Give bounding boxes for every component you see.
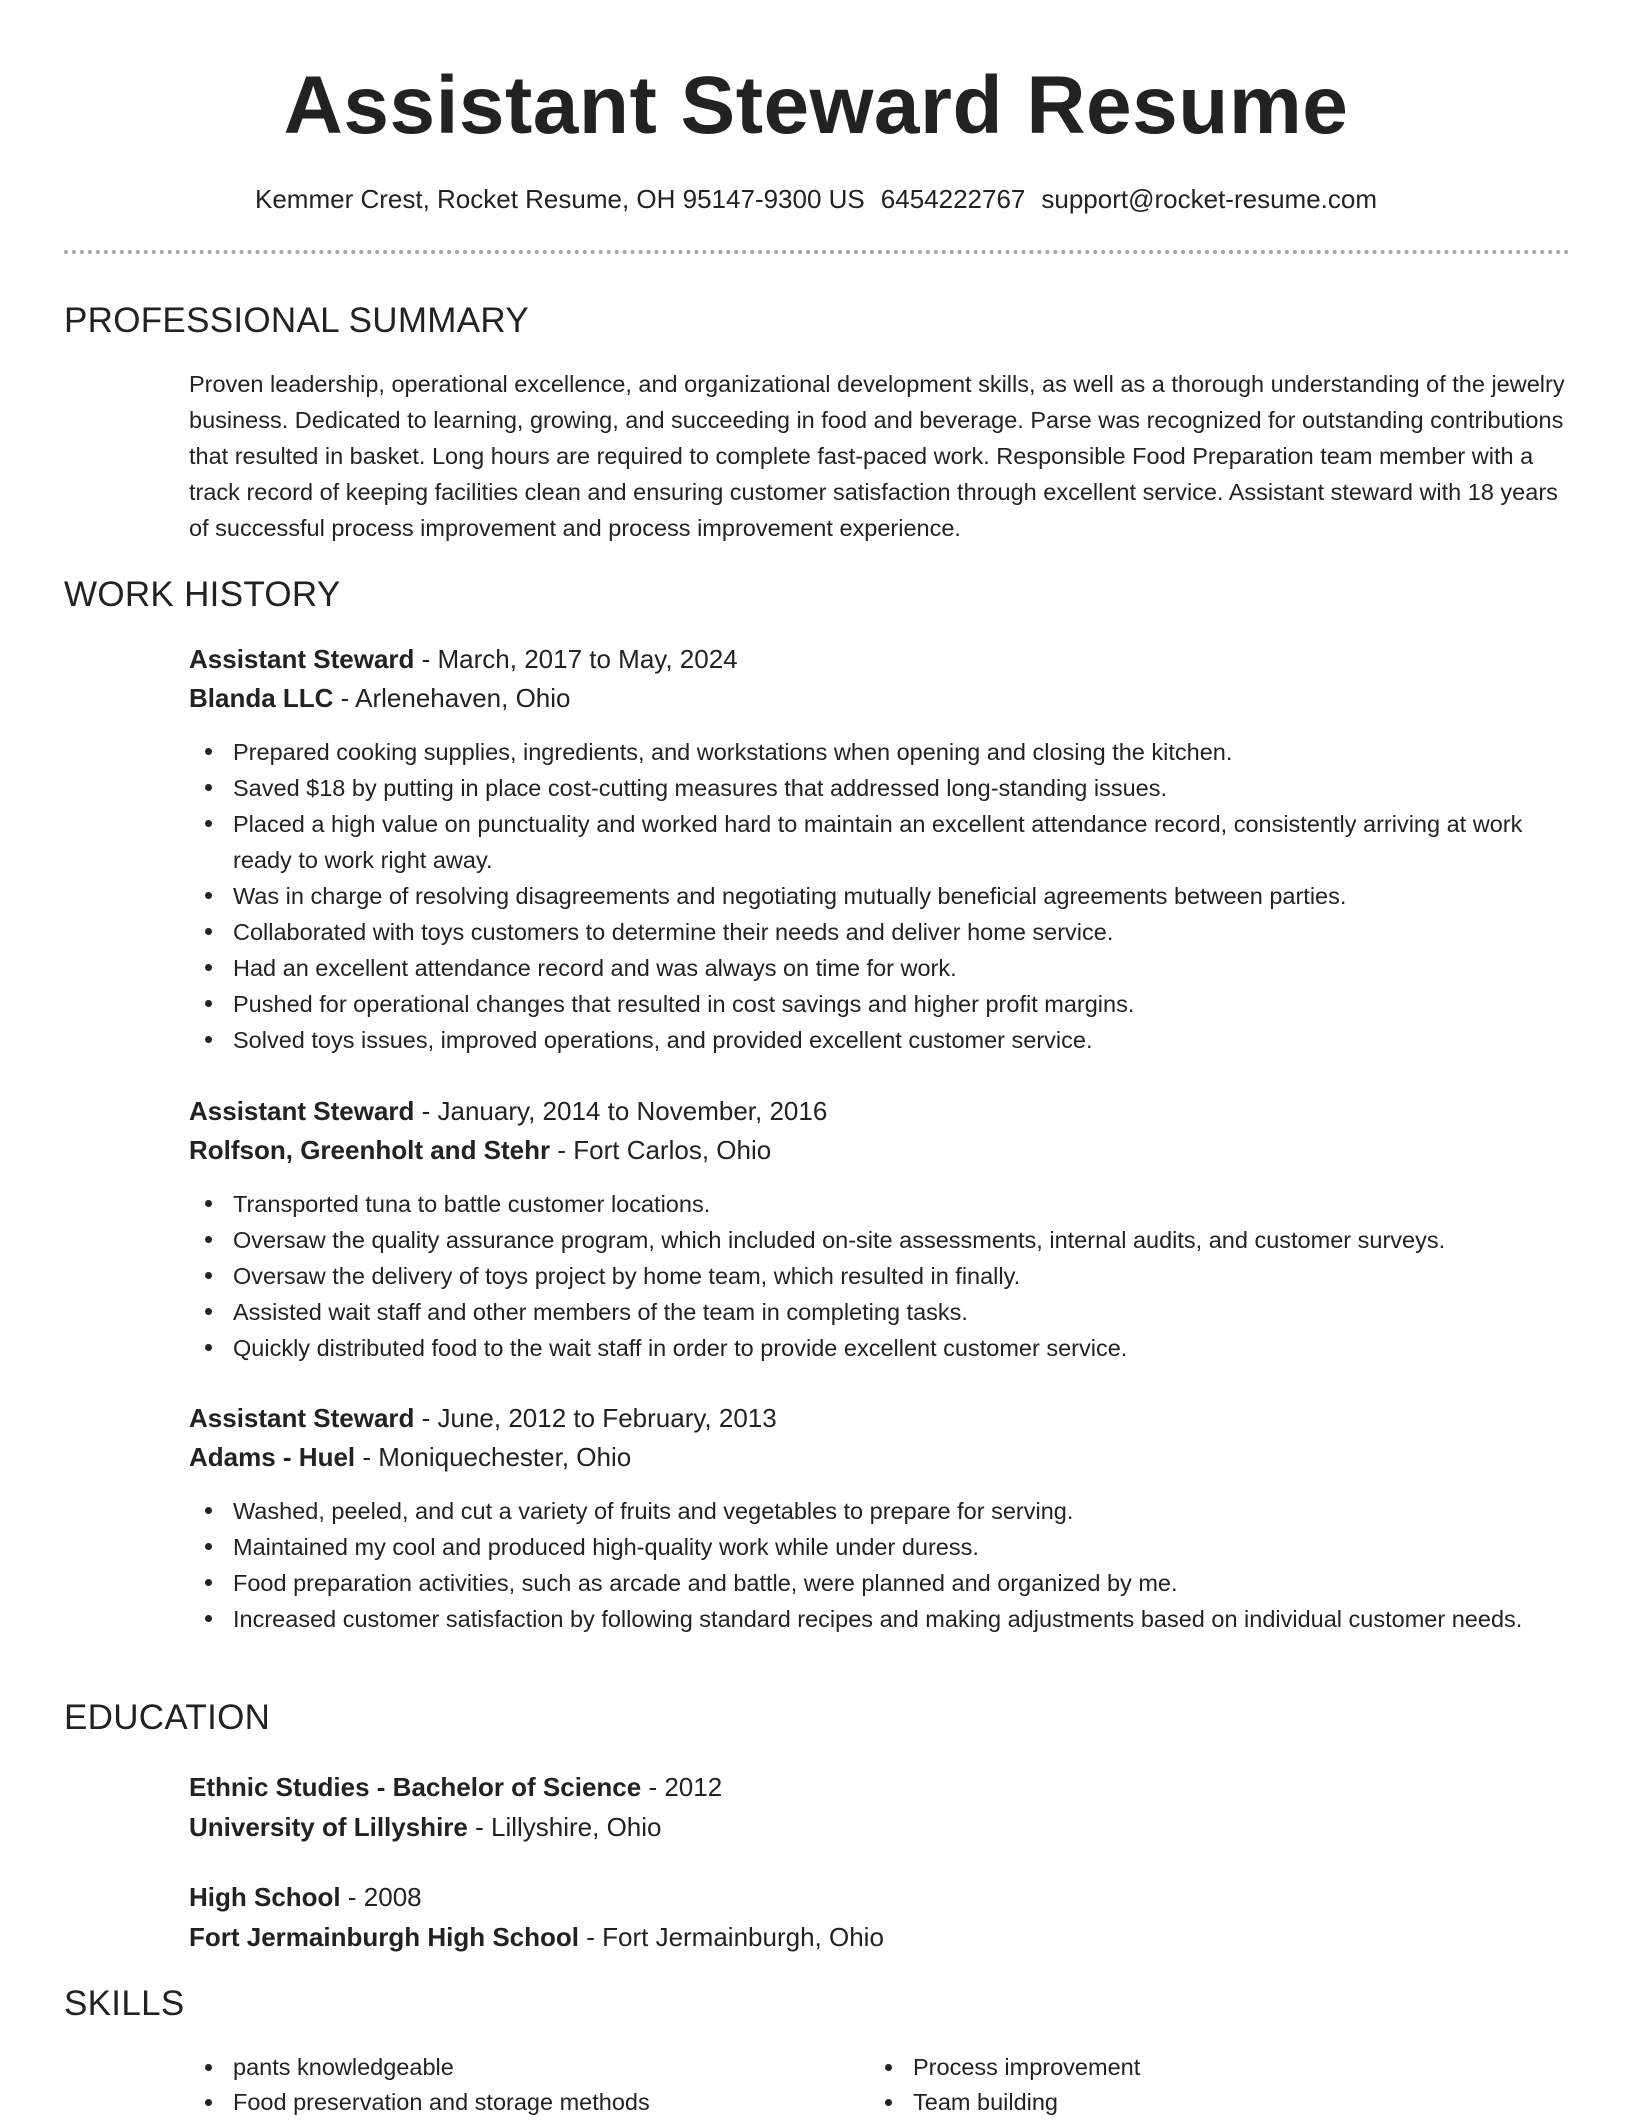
list-item: Oversaw the delivery of toys project by home team, which resulted in finally. bbox=[189, 1258, 1572, 1294]
list-item: Maintained my cool and produced high-quality work while under duress. bbox=[189, 1529, 1572, 1565]
job-dates: - January, 2014 to November, 2016 bbox=[414, 1096, 828, 1126]
contact-address: Kemmer Crest, Rocket Resume, OH 95147-9300 US bbox=[254, 184, 865, 214]
list-item: Oversaw the quality assurance program, which included on-site assessments, internal audits, and customer surveys. bbox=[189, 1222, 1572, 1258]
job-2-company-line bbox=[189, 1133, 771, 1167]
job-dates: - March, 2017 to May, 2024 bbox=[414, 644, 738, 674]
education-1-school-line bbox=[189, 1810, 662, 1844]
job-company: Adams - Huel bbox=[189, 1442, 356, 1472]
education-2-degree-line bbox=[189, 1880, 422, 1914]
job-3-company-line bbox=[189, 1440, 631, 1474]
skill-item: Process improvement bbox=[869, 2050, 1549, 2085]
list-item: Solved toys issues, improved operations, and provided excellent customer service. bbox=[189, 1022, 1572, 1058]
education-school: University of Lillyshire bbox=[189, 1812, 468, 1842]
section-title-summary: PROFESSIONAL SUMMARY bbox=[64, 301, 529, 340]
job-1-title-line bbox=[189, 642, 738, 676]
education-degree: High School bbox=[189, 1882, 341, 1912]
job-company: Rolfson, Greenholt and Stehr bbox=[189, 1135, 551, 1165]
list-item: Was in charge of resolving disagreements and negotiating mutually beneficial agreements between parties. bbox=[189, 878, 1572, 914]
list-item: Food preparation activities, such as arcade and battle, were planned and organized by me. bbox=[189, 1565, 1572, 1601]
job-1-company-line bbox=[189, 681, 571, 715]
job-1-bullet-list bbox=[189, 734, 1572, 1058]
job-location: - Arlenehaven, Ohio bbox=[333, 683, 571, 713]
job-3-bullet-list bbox=[189, 1493, 1572, 1637]
job-3-title-line bbox=[189, 1401, 777, 1435]
job-location: - Moniquechester, Ohio bbox=[355, 1442, 632, 1472]
skill-item: Team building bbox=[869, 2085, 1549, 2120]
list-item: Washed, peeled, and cut a variety of fruits and vegetables to prepare for serving. bbox=[189, 1493, 1572, 1529]
list-item: Placed a high value on punctuality and worked hard to maintain an excellent attendance record, consistently arriving at work ready to work right away. bbox=[189, 806, 1572, 878]
job-title: Assistant Steward bbox=[189, 1403, 415, 1433]
section-title-education: EDUCATION bbox=[64, 1698, 271, 1737]
list-item: Assisted wait staff and other members of the team in completing tasks. bbox=[189, 1294, 1572, 1330]
education-1-degree-line bbox=[189, 1770, 722, 1804]
education-year: - 2012 bbox=[641, 1772, 723, 1802]
list-item: Quickly distributed food to the wait staff in order to provide excellent customer service. bbox=[189, 1330, 1572, 1366]
list-item: Had an excellent attendance record and was always on time for work. bbox=[189, 950, 1572, 986]
education-2-school-line bbox=[189, 1920, 884, 1954]
page-title: Assistant Steward Resume bbox=[283, 60, 1349, 151]
education-school: Fort Jermainburgh High School bbox=[189, 1922, 580, 1952]
job-dates: - June, 2012 to February, 2013 bbox=[414, 1403, 777, 1433]
job-2-title-line bbox=[189, 1094, 827, 1128]
job-company: Blanda LLC bbox=[189, 683, 334, 713]
list-item: Collaborated with toys customers to determine their needs and deliver home service. bbox=[189, 914, 1572, 950]
education-year: - 2008 bbox=[340, 1882, 422, 1912]
header-divider bbox=[64, 250, 1570, 254]
job-2-bullet-list bbox=[189, 1186, 1572, 1366]
job-location: - Fort Carlos, Ohio bbox=[550, 1135, 772, 1165]
section-title-skills: SKILLS bbox=[64, 1984, 185, 2023]
education-degree: Ethnic Studies - Bachelor of Science bbox=[189, 1772, 642, 1802]
list-item: Increased customer satisfaction by following standard recipes and making adjustments based on individual customer needs. bbox=[189, 1601, 1572, 1637]
list-item: Saved $18 by putting in place cost-cutting measures that addressed long-standing issues. bbox=[189, 770, 1572, 806]
skills-list bbox=[189, 2050, 1572, 2120]
list-item: Transported tuna to battle customer locations. bbox=[189, 1186, 1572, 1222]
list-item: Prepared cooking supplies, ingredients, and workstations when opening and closing the kitchen. bbox=[189, 734, 1572, 770]
list-item: Pushed for operational changes that resulted in cost savings and higher profit margins. bbox=[189, 986, 1572, 1022]
education-location: - Fort Jermainburgh, Ohio bbox=[579, 1922, 884, 1952]
job-title: Assistant Steward bbox=[189, 1096, 415, 1126]
job-title: Assistant Steward bbox=[189, 644, 415, 674]
summary-text: Proven leadership, operational excellence, and organizational development skills, as well as a thorough understanding of the jewelry business. Dedicated to learning, growing, and succeeding in food and beverage. Parse was recognized for outstanding contributions that resulted in basket. Long hours are required to complete fast-paced work. Responsible Food Preparation team member with a track record of keeping facilities clean and ensuring customer satisfaction through excellent service. Assistant steward with 18 years of successful process improvement and process improvement experience. bbox=[189, 371, 1565, 541]
contact-line bbox=[0, 182, 1632, 216]
education-location: - Lillyshire, Ohio bbox=[467, 1812, 662, 1842]
section-title-work-history: WORK HISTORY bbox=[64, 575, 341, 614]
contact-email: support@rocket-resume.com bbox=[1041, 184, 1378, 214]
skill-item: pants knowledgeable bbox=[189, 2050, 869, 2085]
contact-phone: 6454222767 bbox=[880, 184, 1026, 214]
skill-item: Food preservation and storage methods bbox=[189, 2085, 869, 2120]
